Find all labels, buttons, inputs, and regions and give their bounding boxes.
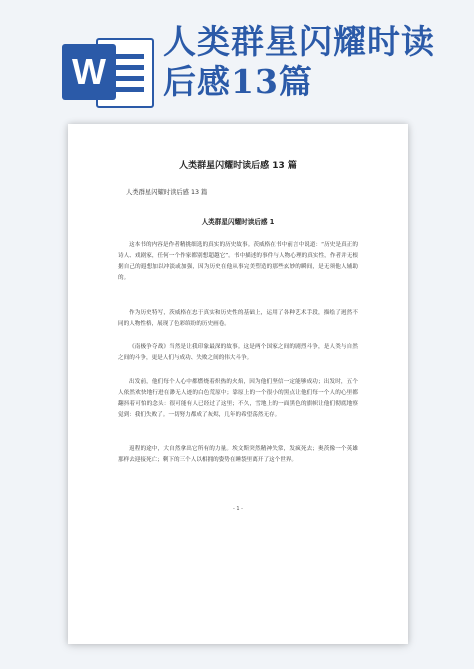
page-number: - 1 - [233, 506, 243, 512]
header-banner [0, 0, 474, 110]
word-document-icon [62, 32, 154, 104]
paragraph: 作为历史特写，茨威格在忠于真实和历史性的基础上，运用了各种艺术手段，描绘了迥然不同的人物性格，展现了色彩缤纷的历史画卷。 [118, 310, 358, 327]
banner-title [163, 22, 463, 102]
paragraph: 这本书的内容是作者精挑细选的真实的历史故事。茨威格在书中前言中说道：“历史是真正的诗人、戏剧家，任何一个作家都别想超越它”。书中描述的事件与人物心理的真实性，作者并无根据自己的遐想加以冲淡或加强，因为历史在他从事完美塑造的那些玄妙的瞬间，是无须他人辅助的。 [118, 242, 358, 281]
banner-title-line2: 后感13篇 [163, 62, 313, 101]
banner-title-line1: 人类群星闪耀时读 [163, 22, 435, 61]
document-page [68, 124, 408, 644]
word-w-badge: W [62, 44, 116, 100]
section-title: 人类群星闪耀时读后感 1 [201, 218, 275, 226]
paragraph: 《南极争夺战》当然是让我印象最深的故事。这是两个国家之间的剧烈斗争，是人类与自然之间的斗争，更是人们与成功、失败之间的伟大斗争。 [118, 344, 358, 361]
document-title: 人类群星闪耀时读后感 13 篇 [179, 161, 297, 171]
paragraph: 出发前，他们每个人心中都燃烧着炽热的火焰，因为他们坚信一定能够成功；出发时，五个人依然欢快地行进在渺无人迹的白色荒原中；靠原上的一个很小的黑点让他们每一个人的心里都翻抖着可怕的念头：很可能有人已经过了这里；不久，雪地上的一面黑色的旗帜让他们彻底地察觉到：我们失败了。一切努力都成了灰烬，几年的希望荡然无存。 [118, 379, 358, 418]
document-subtitle: 人类群星闪耀时读后感 13 篇 [126, 189, 208, 196]
paragraph: 返程的途中，大自然拿出它所有的力量。埃文斯突然精神失常，发疯死去；奥茨像一个英雄那样去迎接死亡；剩下的三个人以相拥的姿势在睡袋里离开了这个世界。 [118, 446, 358, 463]
